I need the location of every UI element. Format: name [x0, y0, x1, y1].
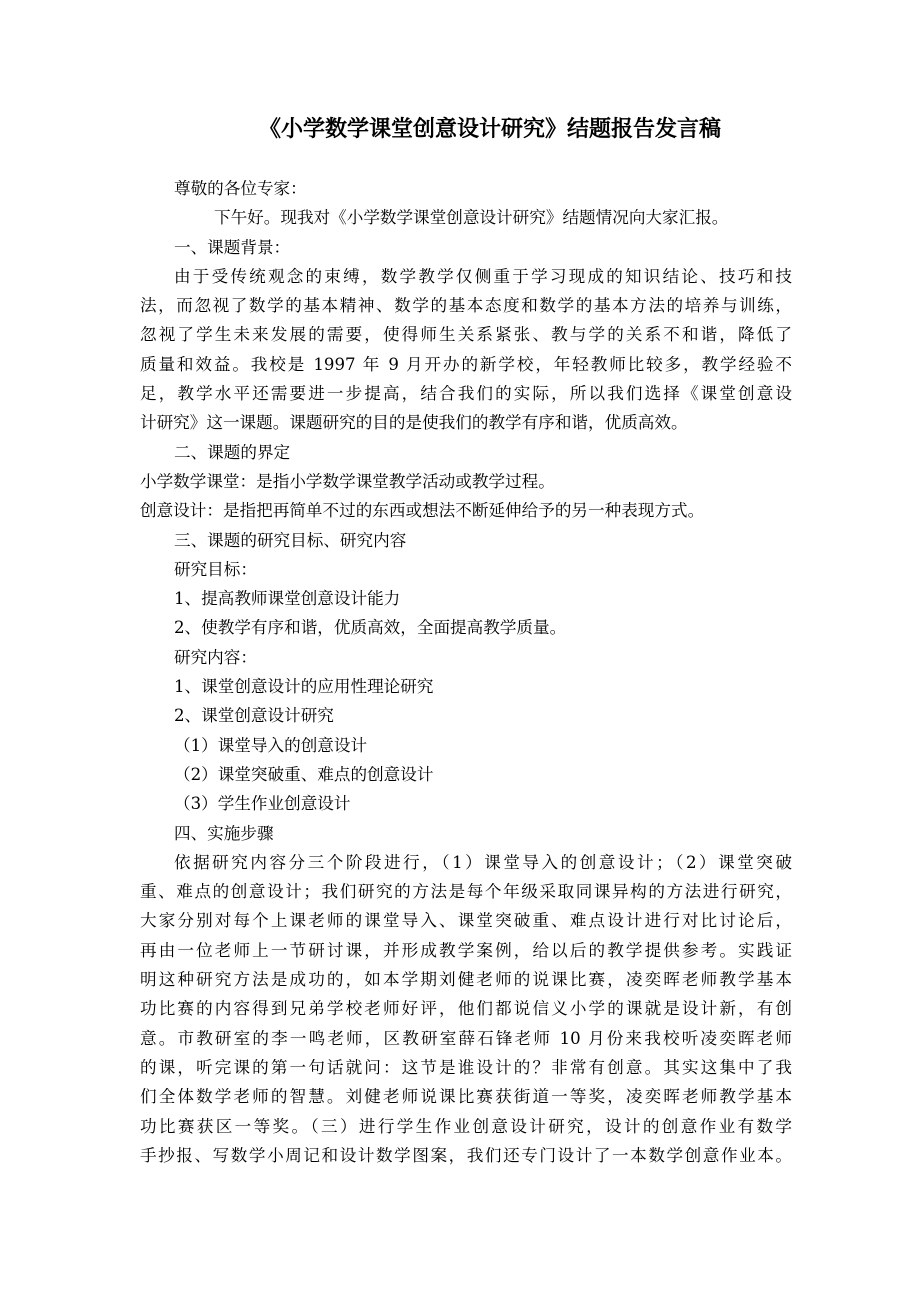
document-title: 《小学数学课堂创意设计研究》结题报告发言稿	[258, 117, 721, 142]
text-line: 法，而忽视了数学的基本精神、数学的基本态度和数学的基本方法的培养与训练，	[140, 296, 792, 316]
text-line: 1、提高教师课堂创意设计能力	[174, 589, 401, 609]
text-line: 功比赛获区一等奖。（三）进行学生作业创意设计研究，设计的创意作业有数学	[140, 1116, 792, 1136]
text-line: 功比赛的内容得到兄弟学校老师好评，他们都说信义小学的课就是设计新，有创	[140, 999, 792, 1019]
text-line: 再由一位老师上一节研讨课，并形成教学案例，给以后的教学提供参考。实践证	[140, 940, 792, 960]
text-line: 2、使教学有序和谐，优质高效，全面提高教学质量。	[174, 618, 567, 638]
text-line: 忽视了学生未来发展的需要，使得师生关系紧张、教与学的关系不和谐，降低了	[140, 325, 792, 345]
text-line: 研究目标：	[174, 559, 257, 579]
text-line: 三、课题的研究目标、研究内容	[174, 530, 407, 550]
text-line: 尊敬的各位专家：	[174, 179, 307, 198]
text-line: （3）学生作业创意设计	[174, 794, 351, 814]
text-line: 研究内容：	[174, 647, 257, 667]
text-line: 手抄报、写数学小周记和设计数学图案，我们还专门设计了一本数学创意作业本。	[140, 1145, 792, 1165]
text-line: （1）课堂导入的创意设计	[174, 735, 368, 755]
text-line: 重、难点的创意设计；我们研究的方法是每个年级采取同课异构的方法进行研究，	[140, 882, 792, 902]
text-line: 足，教学水平还需要进一步提高，结合我们的实际，所以我们选择《课堂创意设	[140, 384, 792, 404]
text-line: 下午好。现我对《小学数学课堂创意设计研究》结题情况向大家汇报。	[214, 208, 729, 228]
text-line: 一、课题背景：	[174, 237, 291, 257]
text-line: 依据研究内容分三个阶段进行，（1）课堂导入的创意设计；（2）课堂突破	[174, 852, 792, 872]
text-line: 意。市教研室的李一鸣老师，区教研室薛石锋老师 10 月份来我校听凌奕晖老师	[140, 1028, 792, 1048]
text-line: 大家分别对每个上课老师的课堂导入、课堂突破重、难点设计进行对比讨论后，	[140, 911, 792, 931]
text-line: 2、课堂创意设计研究	[174, 706, 334, 726]
text-line: 小学数学课堂：是指小学数学课堂教学活动或教学过程。	[140, 471, 555, 491]
text-line: 计研究》这一课题。课题研究的目的是使我们的教学有序和谐，优质高效。	[140, 413, 688, 433]
text-line: 质量和效益。我校是 1997 年 9 月开办的新学校，年轻教师比较多，教学经验不	[140, 354, 792, 374]
text-line: 创意设计：是指把再简单不过的东西或想法不断延伸给予的另一种表现方式。	[140, 501, 705, 521]
text-line: 的课，听完课的第一句话就问：这节是谁设计的？非常有创意。其实这集中了我	[140, 1057, 792, 1077]
text-line: （2）课堂突破重、难点的创意设计	[174, 764, 434, 784]
text-line: 明这种研究方法是成功的，如本学期刘健老师的说课比赛，凌奕晖老师教学基本	[140, 970, 792, 990]
text-line: 1、课堂创意设计的应用性理论研究	[174, 677, 434, 697]
text-line: 们全体数学老师的智慧。刘健老师说课比赛获街道一等奖，凌奕晖老师教学基本	[140, 1087, 792, 1107]
text-line: 由于受传统观念的束缚，数学教学仅侧重于学习现成的知识结论、技巧和技	[174, 266, 792, 286]
text-line: 四、实施步骤	[174, 823, 274, 843]
document-body	[140, 174, 792, 1170]
text-line: 二、课题的界定	[174, 442, 291, 462]
